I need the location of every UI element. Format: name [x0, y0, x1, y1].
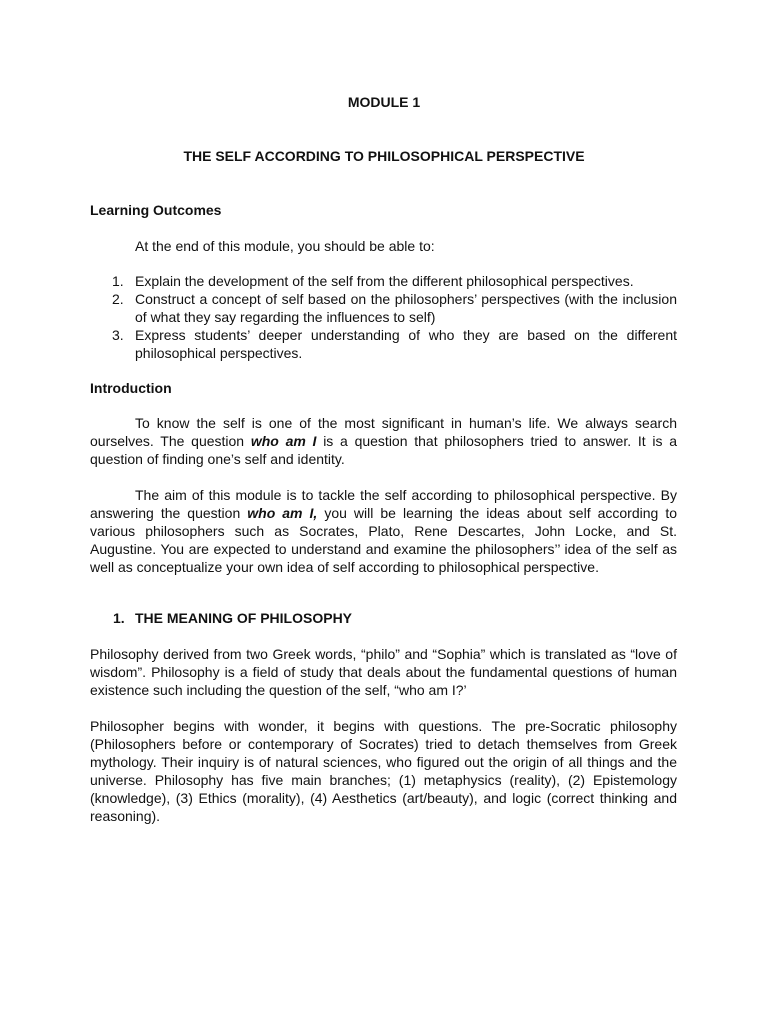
intro-p2-emphasis: who am I, [247, 505, 318, 521]
list-item-number: 1. [112, 273, 124, 289]
introduction-paragraph-1 [90, 414, 677, 468]
list-item-text: Construct a concept of self based on the philosophers’ perspectives (with the inclusion of what they say regarding the influences to self) [135, 291, 677, 325]
intro-p1-emphasis: who am I [250, 433, 317, 449]
module-title: THE SELF ACCORDING TO PHILOSOPHICAL PERSPECTIVE [183, 148, 585, 164]
section-1-heading [113, 609, 352, 627]
module-label: MODULE 1 [347, 94, 421, 110]
learning-outcomes-list [90, 272, 677, 362]
section-1-paragraph-1: Philosophy derived from two Greek words, “philo” and “Sophia” which is translated as “love of wisdom”. Philosophy is a field of study that deals about the fundamental questions of human existence such including the question of the self, “who am I?’ [90, 646, 677, 698]
intro-p2-after: you will be learning the ideas about self according to various philosophers such as Socrates, Plato, Rene Descartes, John Locke, and St. Augustine. You are expected to understand and examine the philosophers’’ idea of the self as well as conceptualize your own idea of self according to philosophical perspective. [90, 505, 677, 575]
intro-p1-after: is a question that philosophers tried to answer. It is a question of finding one’s self and identity. [90, 433, 678, 467]
learning-outcomes-heading: Learning Outcomes [90, 202, 222, 218]
learning-outcomes-intro: At the end of this module, you should be able to: [135, 238, 435, 254]
list-item-text: Express students’ deeper understanding of who they are based on the different philosophical perspectives. [135, 327, 677, 361]
introduction-paragraph-2 [90, 486, 677, 576]
list-item-text: Explain the development of the self from the different philosophical perspectives. [135, 273, 634, 289]
section-1-number: 1. [113, 610, 125, 626]
introduction-heading: Introduction [90, 380, 172, 396]
list-item [90, 272, 677, 290]
list-item [90, 290, 677, 326]
intro-p1-before: To know the self is one of the most significant in human’s life. We always search ourselves. The question [90, 415, 677, 449]
list-item [90, 326, 677, 362]
section-1-paragraph-2: Philosopher begins with wonder, it begins with questions. The pre-Socratic philosophy (Philosophers before or contemporary of Socrates) tried to detach themselves from Greek mythology. Their inquiry is of natural sciences, who figured out the origin of all things and the universe. Philosophy has five main branches; (1) metaphysics (reality), (2) Epistemology (knowledge), (3) Ethics (morality), (4) Aesthetics (art/beauty), and logic (correct thinking and reasoning). [90, 718, 677, 824]
intro-p2-before: The aim of this module is to tackle the self according to philosophical perspective. By answering the question [90, 487, 677, 521]
list-item-number: 2. [112, 291, 124, 307]
list-item-number: 3. [112, 327, 124, 343]
section-1-title: THE MEANING OF PHILOSOPHY [135, 610, 353, 626]
